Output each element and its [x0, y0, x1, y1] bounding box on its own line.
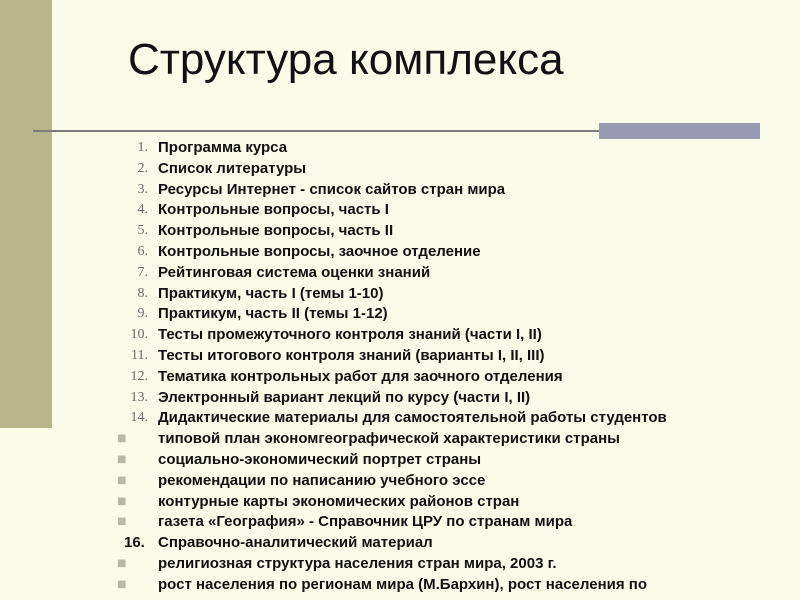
item-number: 1. [137, 140, 148, 155]
list-item [0, 408, 800, 429]
list-item [0, 429, 800, 450]
item-number: 10. [130, 327, 148, 343]
title-divider-block [599, 123, 760, 139]
list-item [0, 471, 800, 492]
list-item [0, 512, 800, 533]
list-item [0, 180, 800, 201]
item-number: 12. [130, 368, 148, 384]
square-bullet-icon: ■ [117, 578, 127, 590]
item-text: рекомендации по написанию учебного эссе [158, 471, 486, 489]
item-text: социально-экономический портрет страны [158, 450, 482, 468]
list-item [0, 346, 800, 367]
list-item [0, 325, 800, 346]
list-item [0, 388, 800, 409]
item-text: Практикум, часть II (темы 1-12) [158, 305, 388, 323]
item-text: Практикум, часть I (темы 1-10) [158, 284, 384, 302]
square-bullet-icon: ■ [117, 474, 127, 486]
item-number: 6. [137, 243, 148, 259]
item-number: 13. [130, 389, 148, 405]
list-item [0, 159, 800, 180]
item-number: 7. [137, 264, 148, 280]
list-item [0, 138, 800, 159]
item-text: религиозная структура населения стран мира, 2003 г. [158, 554, 557, 572]
structure-list [0, 138, 800, 596]
list-item [0, 263, 800, 284]
item-text: газета «География» - Справочник ЦРУ по странам мира [158, 513, 573, 531]
item-text: Контрольные вопросы, часть I [158, 201, 389, 219]
item-text: контурные карты экономических районов стран [158, 492, 520, 510]
item-text: рост населения по регионам мира (М.Бархин), рост населения по [158, 575, 647, 593]
item-text: Тесты промежуточного контроля знаний (части I, II) [158, 326, 542, 344]
list-item [0, 367, 800, 388]
item-number: 11. [131, 347, 148, 363]
square-bullet-icon: ■ [117, 516, 127, 528]
item-number: 8. [137, 285, 148, 301]
item-text: Рейтинговая система оценки знаний [158, 263, 431, 281]
title-divider-line [33, 130, 599, 132]
item-text: Тесты итогового контроля знаний (варианты I, II, III) [158, 346, 545, 364]
item-text: Список литературы [158, 159, 307, 177]
item-text: Тематика контрольных работ для заочного отделения [158, 367, 563, 385]
item-text: Электронный вариант лекций по курсу (части I, II) [158, 388, 531, 406]
item-number: 4. [137, 202, 148, 218]
item-number: 5. [137, 223, 148, 239]
list-item [0, 304, 800, 325]
list-item [0, 200, 800, 221]
square-bullet-icon: ■ [117, 557, 127, 569]
item-text: Контрольные вопросы, часть II [158, 222, 394, 240]
square-bullet-icon: ■ [117, 453, 127, 465]
square-bullet-icon: ■ [117, 433, 127, 445]
item-number: 16. [124, 534, 145, 552]
item-text: Контрольные вопросы, заочное отделение [158, 242, 481, 260]
list-item [0, 450, 800, 471]
item-number: 9. [137, 306, 148, 322]
list-item [0, 242, 800, 263]
list-item [0, 221, 800, 242]
item-text: типовой план экономгеографической характеристики страны [158, 430, 620, 448]
list-item [0, 554, 800, 575]
item-text: Программа курса [158, 139, 288, 156]
item-number: 2. [137, 160, 148, 176]
item-text: Дидактические материалы для самостоятельной работы студентов [158, 409, 667, 427]
item-number: 3. [137, 181, 148, 197]
square-bullet-icon: ■ [117, 495, 127, 507]
item-number: 14. [130, 410, 148, 426]
list-item [0, 492, 800, 513]
list-item [0, 575, 800, 596]
item-text: Справочно-аналитический материал [158, 534, 433, 552]
slide-title: Структура комплекса [128, 35, 564, 84]
item-text: Ресурсы Интернет - список сайтов стран мира [158, 180, 506, 198]
list-item [0, 533, 800, 554]
list-item [0, 284, 800, 305]
